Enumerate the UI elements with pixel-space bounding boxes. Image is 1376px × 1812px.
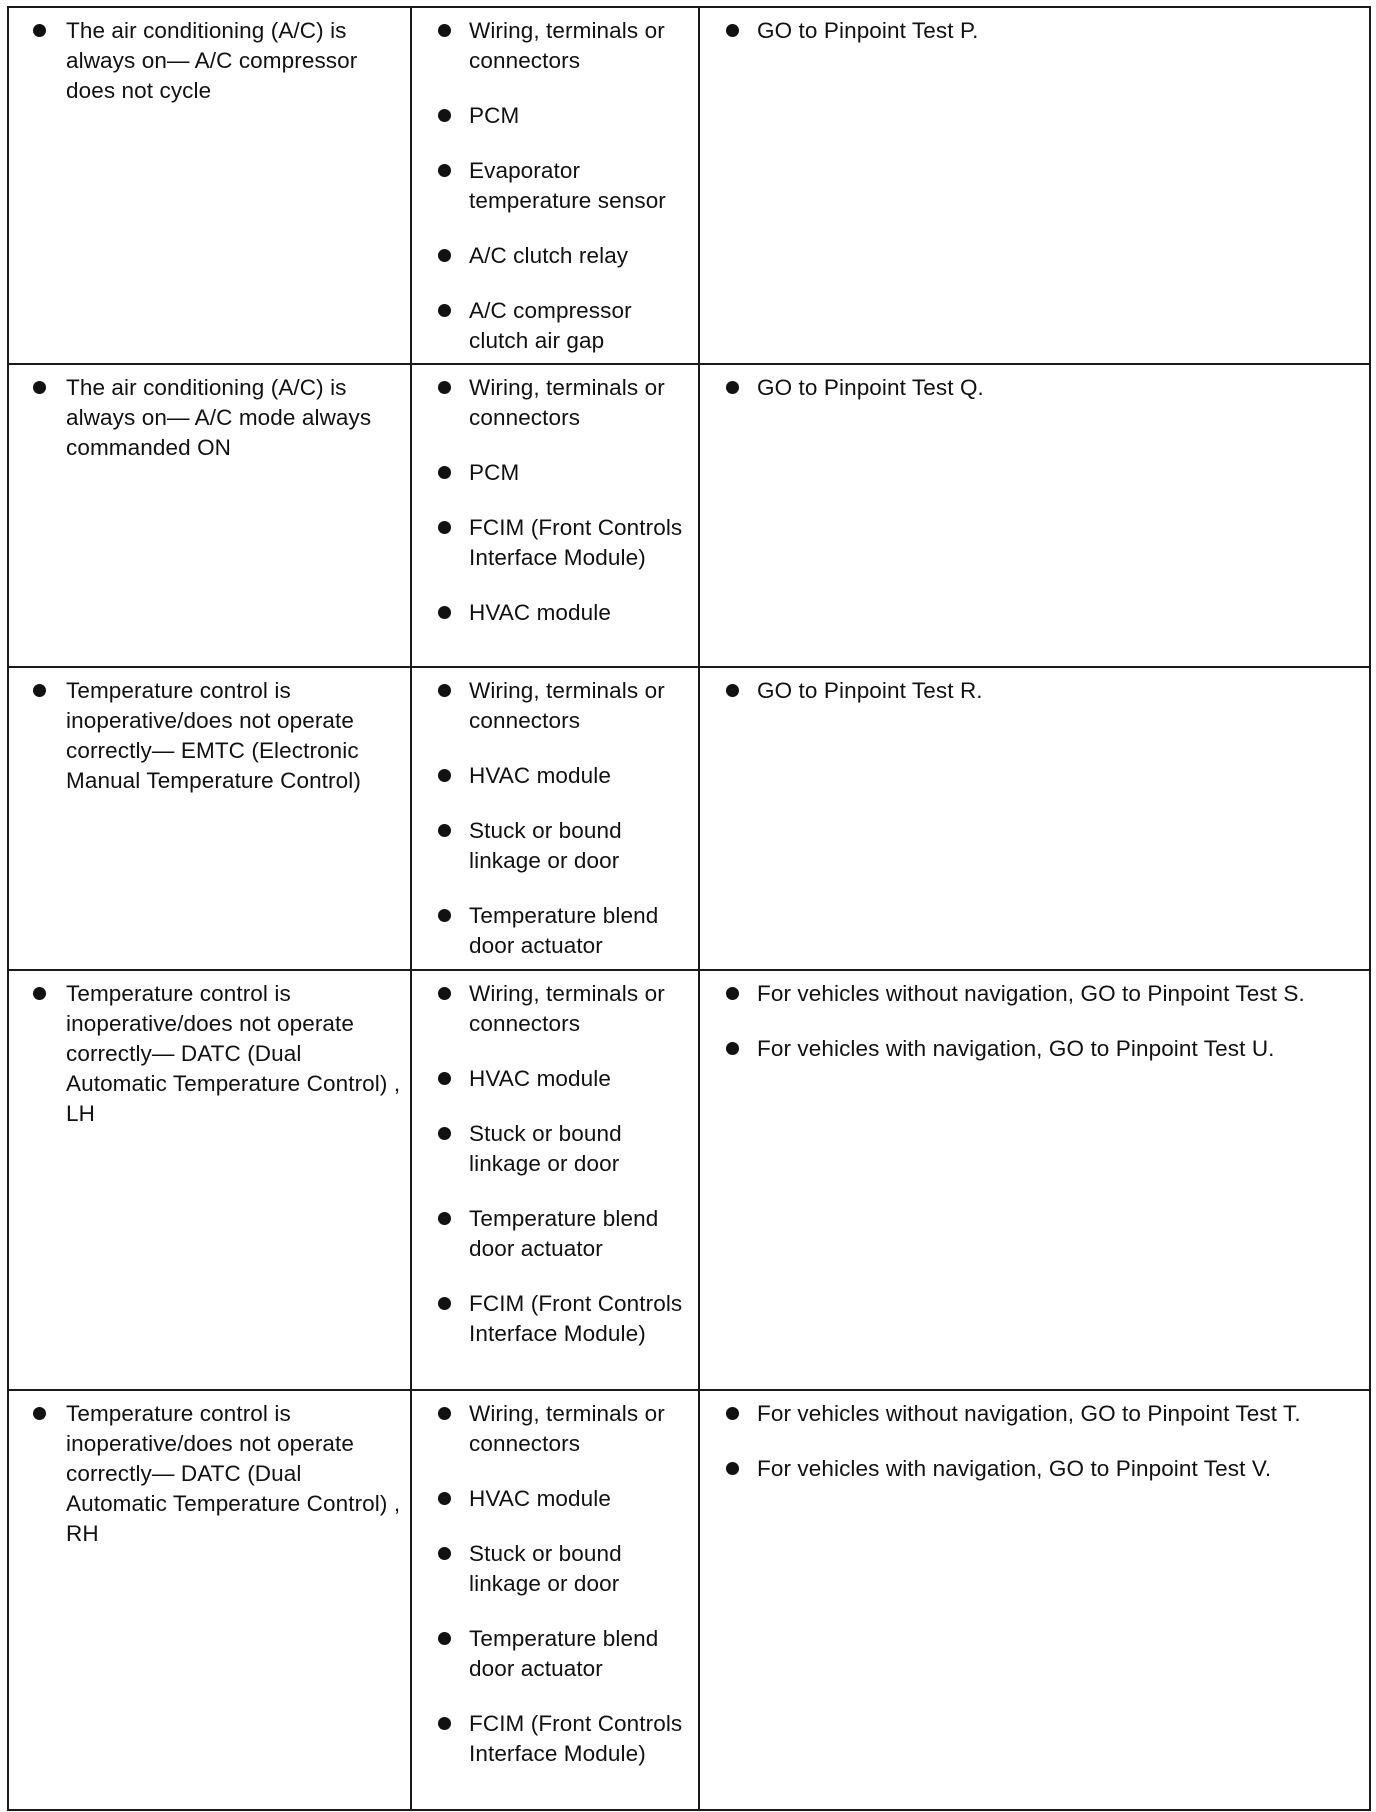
list-item — [412, 1204, 698, 1264]
action-list — [700, 979, 1369, 1064]
bullet-icon — [438, 1717, 451, 1730]
possible-source-list — [412, 1399, 698, 1769]
list-item — [412, 1484, 698, 1514]
possible-source-list — [412, 979, 698, 1349]
possible-source-cell — [411, 1390, 699, 1810]
list-item — [412, 1119, 698, 1179]
symptom-list — [9, 16, 410, 106]
bullet-icon — [438, 1632, 451, 1645]
bullet-icon — [438, 109, 451, 122]
action-text: GO to Pinpoint Test R. — [757, 678, 983, 703]
symptom-text: The air conditioning (A/C) is always on— A/C mode always commanded ON — [66, 375, 372, 460]
list-item — [412, 979, 698, 1039]
bullet-icon — [726, 381, 739, 394]
list-item — [412, 1624, 698, 1684]
source-text: Stuck or bound linkage or door — [469, 1541, 622, 1596]
bullet-icon — [438, 249, 451, 262]
table-row — [8, 667, 1370, 970]
possible-source-cell — [411, 970, 699, 1390]
bullet-icon — [33, 381, 46, 394]
list-item — [412, 1064, 698, 1094]
bullet-icon — [438, 381, 451, 394]
action-cell — [699, 7, 1370, 364]
source-text: HVAC module — [469, 1486, 611, 1511]
list-item — [412, 1399, 698, 1459]
source-text: A/C compressor clutch air gap — [469, 298, 632, 353]
symptom-text: Temperature control is inoperative/does not operate correctly— DATC (Dual Automatic Temperature Control) , RH — [66, 1401, 401, 1546]
symptom-list — [9, 373, 410, 463]
possible-source-cell — [411, 364, 699, 667]
list-item — [412, 458, 698, 488]
source-text: Wiring, terminals or connectors — [469, 678, 665, 733]
table-row — [8, 1390, 1370, 1810]
list-item — [9, 979, 410, 1129]
list-item — [700, 676, 1369, 706]
list-item — [700, 1454, 1369, 1484]
list-item — [412, 598, 698, 628]
bullet-icon — [438, 1297, 451, 1310]
bullet-icon — [438, 466, 451, 479]
list-item — [412, 1539, 698, 1599]
list-item — [700, 979, 1369, 1009]
possible-source-list — [412, 676, 698, 961]
symptom-cell — [8, 667, 411, 970]
bullet-icon — [438, 24, 451, 37]
source-text: Evaporator temperature sensor — [469, 158, 666, 213]
action-text: For vehicles with navigation, GO to Pinpoint Test U. — [757, 1036, 1275, 1061]
action-text: GO to Pinpoint Test Q. — [757, 375, 984, 400]
table-row — [8, 7, 1370, 364]
source-text: Wiring, terminals or connectors — [469, 981, 665, 1036]
source-text: Temperature blend door actuator — [469, 903, 659, 958]
bullet-icon — [438, 1212, 451, 1225]
source-text: FCIM (Front Controls Interface Module) — [469, 1711, 683, 1766]
symptom-text: The air conditioning (A/C) is always on— A/C compressor does not cycle — [66, 18, 358, 103]
action-text: For vehicles with navigation, GO to Pinpoint Test V. — [757, 1456, 1272, 1481]
list-item — [412, 816, 698, 876]
source-text: PCM — [469, 103, 520, 128]
action-cell — [699, 1390, 1370, 1810]
bullet-icon — [438, 824, 451, 837]
symptom-text: Temperature control is inoperative/does not operate correctly— EMTC (Electronic Manual Temperature Control) — [66, 678, 361, 793]
source-text: Wiring, terminals or connectors — [469, 1401, 665, 1456]
list-item — [9, 676, 410, 796]
action-text: For vehicles without navigation, GO to Pinpoint Test T. — [757, 1401, 1301, 1426]
bullet-icon — [438, 1407, 451, 1420]
bullet-icon — [438, 164, 451, 177]
bullet-icon — [726, 987, 739, 1000]
list-item — [412, 761, 698, 791]
symptom-list — [9, 1399, 410, 1549]
source-text: FCIM (Front Controls Interface Module) — [469, 1291, 683, 1346]
bullet-icon — [726, 24, 739, 37]
list-item — [412, 156, 698, 216]
table-row — [8, 970, 1370, 1390]
bullet-icon — [726, 1407, 739, 1420]
source-text: HVAC module — [469, 1066, 611, 1091]
list-item — [9, 16, 410, 106]
source-text: Temperature blend door actuator — [469, 1626, 659, 1681]
list-item — [412, 1289, 698, 1349]
list-item — [700, 1034, 1369, 1064]
possible-source-cell — [411, 7, 699, 364]
list-item — [412, 16, 698, 76]
source-text: Wiring, terminals or connectors — [469, 18, 665, 73]
symptom-chart-table — [7, 6, 1371, 1811]
source-text: Wiring, terminals or connectors — [469, 375, 665, 430]
list-item — [412, 901, 698, 961]
source-text: HVAC module — [469, 763, 611, 788]
source-text: Stuck or bound linkage or door — [469, 1121, 622, 1176]
bullet-icon — [33, 684, 46, 697]
list-item — [412, 513, 698, 573]
possible-source-cell — [411, 667, 699, 970]
bullet-icon — [438, 769, 451, 782]
bullet-icon — [438, 521, 451, 534]
possible-source-list — [412, 373, 698, 628]
list-item — [9, 1399, 410, 1549]
bullet-icon — [726, 1462, 739, 1475]
action-list — [700, 1399, 1369, 1484]
list-item — [700, 1399, 1369, 1429]
list-item — [9, 373, 410, 463]
list-item — [700, 373, 1369, 403]
action-cell — [699, 970, 1370, 1390]
source-text: HVAC module — [469, 600, 611, 625]
symptom-list — [9, 979, 410, 1129]
bullet-icon — [726, 1042, 739, 1055]
source-text: Temperature blend door actuator — [469, 1206, 659, 1261]
bullet-icon — [438, 909, 451, 922]
bullet-icon — [438, 987, 451, 1000]
action-text: For vehicles without navigation, GO to Pinpoint Test S. — [757, 981, 1305, 1006]
list-item — [412, 101, 698, 131]
action-cell — [699, 364, 1370, 667]
bullet-icon — [438, 304, 451, 317]
source-text: PCM — [469, 460, 520, 485]
action-cell — [699, 667, 1370, 970]
bullet-icon — [438, 1127, 451, 1140]
bullet-icon — [438, 606, 451, 619]
list-item — [412, 241, 698, 271]
action-text: GO to Pinpoint Test P. — [757, 18, 979, 43]
list-item — [412, 296, 698, 356]
list-item — [412, 373, 698, 433]
bullet-icon — [33, 1407, 46, 1420]
table-row — [8, 364, 1370, 667]
source-text: Stuck or bound linkage or door — [469, 818, 622, 873]
symptom-cell — [8, 1390, 411, 1810]
bullet-icon — [726, 684, 739, 697]
bullet-icon — [438, 684, 451, 697]
action-list — [700, 373, 1369, 403]
bullet-icon — [438, 1547, 451, 1560]
action-list — [700, 16, 1369, 46]
symptom-cell — [8, 7, 411, 364]
list-item — [412, 1709, 698, 1769]
table-body — [8, 7, 1370, 1810]
symptom-text: Temperature control is inoperative/does not operate correctly— DATC (Dual Automatic Temperature Control) , LH — [66, 981, 401, 1126]
source-text: FCIM (Front Controls Interface Module) — [469, 515, 683, 570]
list-item — [412, 676, 698, 736]
bullet-icon — [33, 24, 46, 37]
bullet-icon — [33, 987, 46, 1000]
symptom-list — [9, 676, 410, 796]
symptom-cell — [8, 364, 411, 667]
bullet-icon — [438, 1072, 451, 1085]
list-item — [700, 16, 1369, 46]
possible-source-list — [412, 16, 698, 356]
symptom-cell — [8, 970, 411, 1390]
action-list — [700, 676, 1369, 706]
bullet-icon — [438, 1492, 451, 1505]
source-text: A/C clutch relay — [469, 243, 629, 268]
